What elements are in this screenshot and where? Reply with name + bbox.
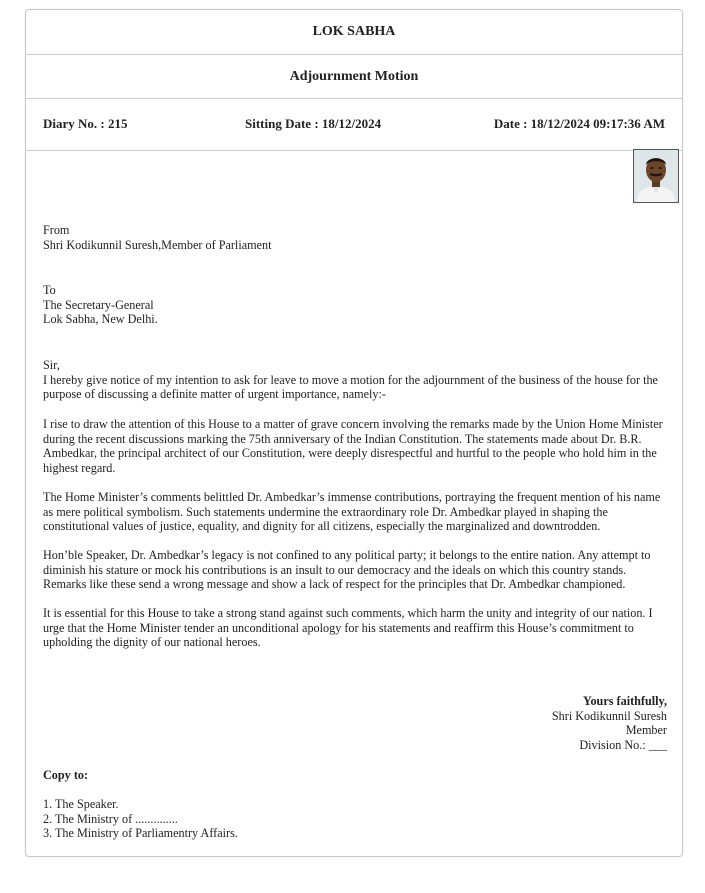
motion-document: [25, 9, 683, 857]
diary-number: Diary No. : 215: [43, 116, 128, 131]
copy-to-list: [43, 797, 238, 841]
paragraph-1: [43, 417, 663, 475]
paragraph-3: [43, 548, 663, 592]
member-photo: [633, 149, 679, 203]
to-line-1: The Secretary-General: [43, 297, 154, 312]
to-block: [43, 283, 158, 327]
signer-name: Shri Kodikunnil Suresh: [551, 708, 667, 723]
house-header-row: [26, 10, 682, 55]
closing: Yours faithfully,: [583, 694, 667, 708]
member-photo-image: [634, 150, 678, 202]
signer-role: Member: [625, 723, 667, 738]
from-label: From: [43, 223, 70, 237]
paragraph-4: [43, 606, 663, 650]
house-title: LOK SABHA: [312, 24, 396, 39]
paragraph-text: It is essential for this House to take a strong stand against such comments, which harm the unity and integrity of our nation. I urge that the Home Minister tender an unconditional apology for his statements and reaffirm this House’s commitment to upholding the dignity of our national heroes.: [43, 606, 653, 650]
list-item: 1. The Speaker.: [43, 797, 119, 811]
to-line-2: Lok Sabha, New Delhi.: [43, 312, 158, 327]
list-item: 2. The Ministry of ..............: [43, 811, 178, 826]
letter-opening: [43, 358, 663, 402]
copy-to-label: Copy to:: [43, 768, 89, 782]
motion-type-row: [26, 54, 682, 99]
signature-block: [552, 694, 667, 752]
paragraph-text: I rise to draw the attention of this House to a matter of grave concern involving the remarks made by the Union Home Minister during the recent discussions marking the 75th anniversary of the Indian Constitution. The statements made about Dr. B.R. Ambedkar, the principal architect of our Constitution, were deeply disrespectful and hurtful to the people who hold him in the highest regard.: [43, 417, 663, 475]
salutation: Sir,: [43, 358, 60, 372]
paragraph-text: The Home Minister’s comments belittled Dr. Ambedkar’s immense contributions, portraying the frequent mention of his name as mere political symbolism. Such statements undermine the extraordinary role Dr. Ambedkar played in shaping the constitutional values of justice, equality, and dignity for all citizens, especially the marginalized and downtrodden.: [43, 490, 661, 534]
sitting-date: Sitting Date : 18/12/2024: [245, 116, 382, 131]
paragraph-2: [43, 490, 663, 534]
paragraph-text: Hon’ble Speaker, Dr. Ambedkar’s legacy is not confined to any political party; it belongs to the entire nation. Any attempt to diminish his stature or mock his contributions is an insult to our democracy and the ideals on which this country stands. Remarks like these send a wrong message and show a lack of respect for the principles that Dr. Ambedkar championed.: [43, 548, 651, 592]
motion-type-title: Adjournment Motion: [289, 69, 419, 84]
list-item: 3. The Ministry of Parliamentry Affairs.: [43, 826, 238, 841]
from-name: Shri Kodikunnil Suresh,Member of Parliament: [43, 237, 272, 252]
submission-date: Date : 18/12/2024 09:17:36 AM: [493, 116, 665, 131]
to-label: To: [43, 283, 56, 297]
meta-row: [26, 98, 682, 151]
from-block: [43, 223, 272, 252]
intro-paragraph: I hereby give notice of my intention to ask for leave to move a motion for the adjournment of the business of the house for the purpose of discussing a definite matter of urgent importance, namely:-: [43, 372, 658, 402]
division-number: Division No.: ___: [579, 737, 667, 752]
